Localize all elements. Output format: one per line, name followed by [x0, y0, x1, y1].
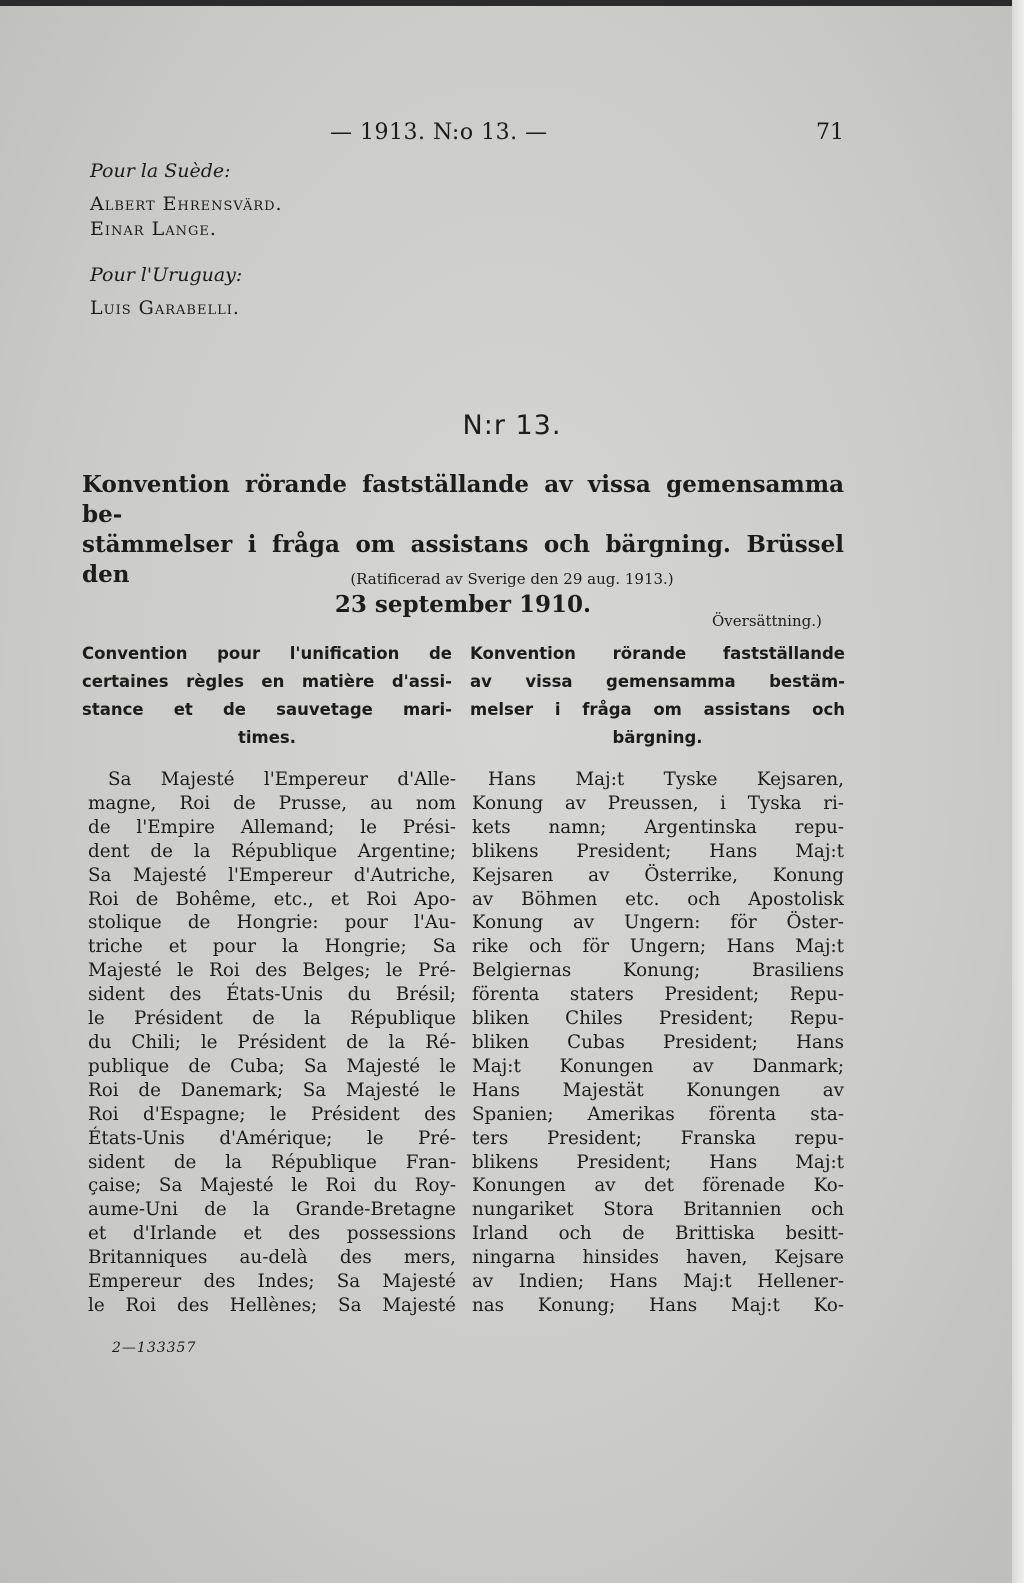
text-line: Konung av Preussen, i Tyska ri-	[472, 792, 844, 814]
french-text	[88, 768, 456, 1318]
text-line: förenta staters President; Repu-	[472, 984, 844, 1006]
text-line: av Indien; Hans Maj:t Hellener-	[472, 1271, 844, 1293]
text-line: blikens President; Hans Maj:t	[472, 1151, 844, 1173]
text-line: Majesté le Roi des Belges; le Pré-	[88, 960, 456, 982]
text-line: et d'Irlande et des possessions	[88, 1223, 456, 1245]
text-line: sident de la République Fran-	[88, 1151, 456, 1173]
text-line: rike och för Ungern; Hans Maj:t	[472, 936, 844, 958]
text-line: le Roi des Hellènes; Sa Majesté	[88, 1294, 456, 1316]
text-line: Maj:t Konungen av Danmark;	[472, 1055, 844, 1077]
scan-top-border	[0, 0, 1012, 6]
text-line: Roi d'Espagne; le Président des	[88, 1103, 456, 1125]
text-line: Empereur des Indes; Sa Majesté	[88, 1271, 456, 1293]
text-line: Hans Majestät Konungen av	[472, 1079, 844, 1101]
text-line: Konung av Ungern: för Öster-	[472, 912, 844, 934]
convention-title	[82, 470, 844, 620]
text-line: États-Unis d'Amérique; le Pré-	[88, 1127, 456, 1149]
signature-country-sweden: Pour la Suède:	[90, 160, 231, 182]
running-header	[0, 120, 1024, 150]
swedish-title	[470, 640, 845, 752]
text-line: ningarna hinsides haven, Kejsare	[472, 1247, 844, 1269]
signature-name: Luis Garabelli.	[90, 297, 240, 319]
text-line: ters President; Franska repu-	[472, 1127, 844, 1149]
text-line: Irland och de Brittiska besitt-	[472, 1223, 844, 1245]
title-line: av vissa gemensamma bestäm-	[470, 672, 845, 691]
title-line: Konvention rörande fastställande av vissa gemensamma be-	[82, 471, 844, 528]
text-line: blikens President; Hans Maj:t	[472, 840, 844, 862]
title-line: stämmelser i fråga om assistans och bärgning. Brüssel den	[82, 531, 844, 588]
title-line: stance et de sauvetage mari-	[82, 700, 452, 719]
text-line: Roi de Bohême, etc., et Roi Apo-	[88, 888, 456, 910]
text-line: magne, Roi de Prusse, au nom	[88, 792, 456, 814]
french-title	[82, 640, 452, 752]
text-line: av Böhmen etc. och Apostolisk	[472, 888, 844, 910]
scan-right-edge	[1012, 0, 1024, 1583]
text-line: bliken Cubas President; Hans	[472, 1031, 844, 1053]
text-line: Sa Majesté l'Empereur d'Autriche,	[88, 864, 456, 886]
text-line: Sa Majesté l'Empereur d'Alle-	[108, 769, 456, 790]
text-line: Kejsaren av Österrike, Konung	[472, 864, 844, 886]
text-line: le Président de la République	[88, 1008, 456, 1030]
title-line: bärgning.	[612, 728, 703, 747]
text-line: stolique de Hongrie: pour l'Au-	[88, 912, 456, 934]
text-line: nungariket Stora Britannien och	[472, 1199, 844, 1221]
signature-name: Einar Lange.	[90, 218, 217, 240]
running-title: — 1913. N:o 13. —	[330, 120, 548, 145]
text-line: sident des États-Unis du Brésil;	[88, 984, 456, 1006]
text-line: Konungen av det förenade Ko-	[472, 1175, 844, 1197]
signature-country-uruguay: Pour l'Uruguay:	[90, 264, 243, 286]
title-line: melser i fråga om assistans och	[470, 700, 845, 719]
title-line: certaines règles en matière d'assi-	[82, 672, 452, 691]
text-line: çaise; Sa Majesté le Roi du Roy-	[88, 1175, 456, 1197]
text-line: nas Konung; Hans Maj:t Ko-	[472, 1294, 844, 1316]
text-line: publique de Cuba; Sa Majesté le	[88, 1055, 456, 1077]
text-line: Roi de Danemark; Sa Majesté le	[88, 1079, 456, 1101]
text-line: bliken Chiles President; Repu-	[472, 1008, 844, 1030]
title-line: Konvention rörande fastställande	[470, 644, 845, 663]
convention-number: N:r 13.	[462, 410, 562, 441]
text-line: Belgiernas Konung; Brasiliens	[472, 960, 844, 982]
title-line: 23 september 1910.	[334, 591, 592, 618]
title-line: Convention pour l'unification de	[82, 644, 452, 663]
text-line: aume-Uni de la Grande-Bretagne	[88, 1199, 456, 1221]
swedish-text	[472, 768, 844, 1318]
title-line: times.	[237, 728, 297, 747]
ratification-note: (Ratificerad av Sverige den 29 aug. 1913.)	[350, 570, 674, 588]
page-number: 71	[816, 120, 844, 145]
text-line: Spanien; Amerikas förenta sta-	[472, 1103, 844, 1125]
text-line: triche et pour la Hongrie; Sa	[88, 936, 456, 958]
translation-note: Översättning.)	[712, 612, 822, 630]
signature-name: Albert Ehrensvärd.	[90, 193, 283, 215]
text-line: Hans Maj:t Tyske Kejsaren,	[488, 769, 844, 790]
text-line: kets namn; Argentinska repu-	[472, 816, 844, 838]
text-line: dent de la République Argentine;	[88, 840, 456, 862]
text-line: Britanniques au-delà des mers,	[88, 1247, 456, 1269]
text-line: de l'Empire Allemand; le Prési-	[88, 816, 456, 838]
text-line: du Chili; le Président de la Ré-	[88, 1031, 456, 1053]
printer-signature-mark: 2—133357	[112, 1340, 197, 1356]
